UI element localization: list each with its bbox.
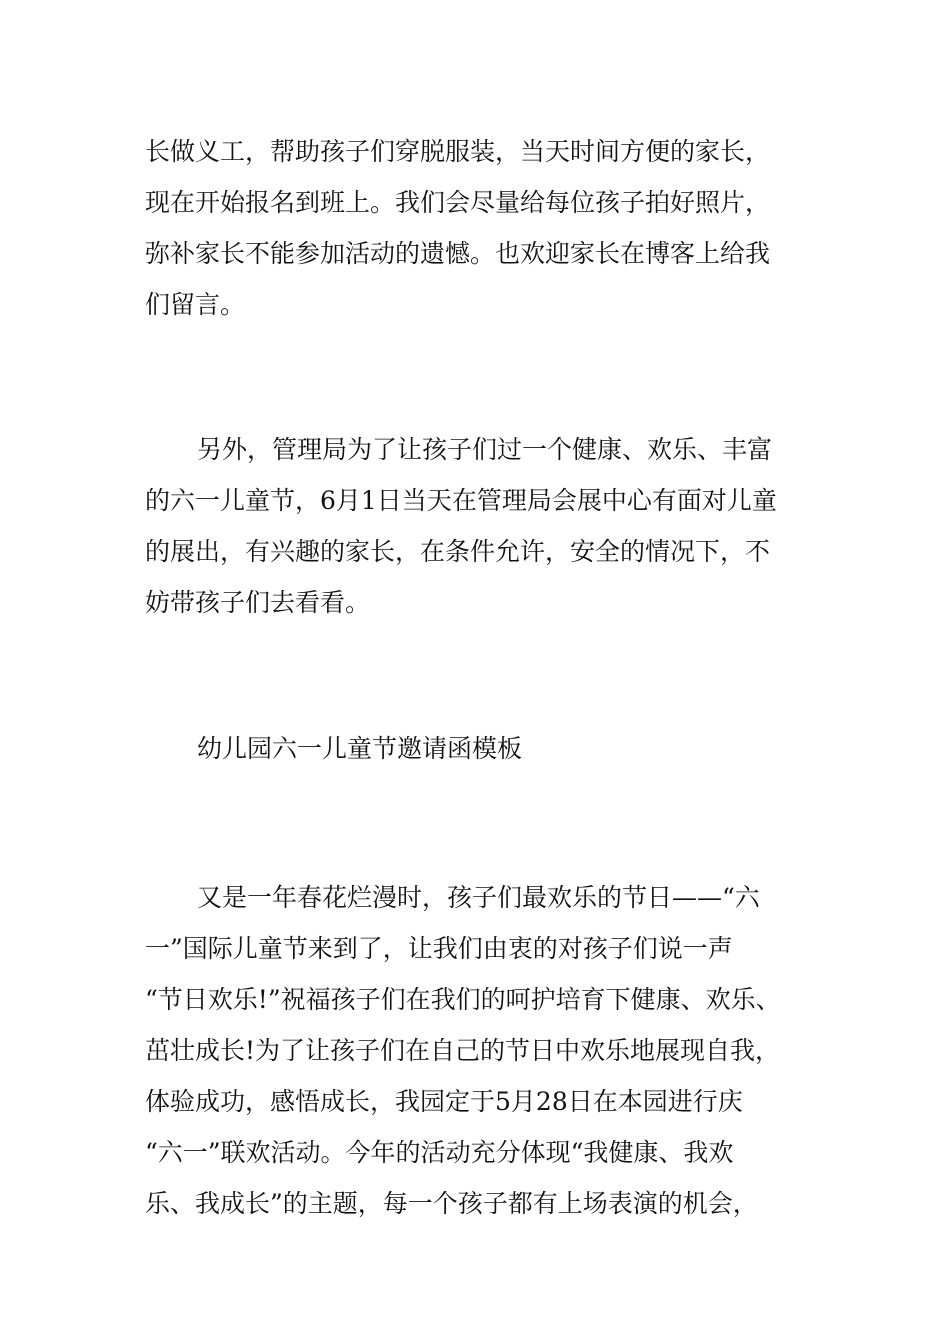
paragraph-line: 又是一年春花烂漫时，孩子们最欢乐的节日——“六 <box>197 883 760 912</box>
paragraph-line: “六一”联欢活动。今年的活动充分体现“我健康、我欢 <box>145 1138 734 1167</box>
paragraph-line: 乐、我成长”的主题，每一个孩子都有上场表演的机会， <box>145 1189 758 1218</box>
paragraph-line: 茁壮成长!为了让孩子们在自己的节日中欢乐地展现自我， <box>145 1036 781 1065</box>
heading-text: 幼儿园六一儿童节邀请函模板 <box>197 734 523 763</box>
paragraph-invitation-body <box>145 872 825 1229</box>
paragraph-line: 长做义工，帮助孩子们穿脱服装，当天时间方便的家长， <box>145 137 771 166</box>
paragraph-line: 现在开始报名到班上。我们会尽量给每位孩子拍好照片， <box>145 188 771 217</box>
paragraph-line: 一”国际儿童节来到了，让我们由衷的对孩子们说一声 <box>145 934 733 963</box>
paragraph-line: “节日欢乐!”祝福孩子们在我们的呵护培育下健康、欢乐、 <box>145 985 781 1014</box>
section-heading <box>145 723 825 774</box>
paragraph-line: 妨带孩子们去看看。 <box>145 588 371 617</box>
paragraph-volunteer-signup <box>145 126 825 330</box>
paragraph-line: 们留言。 <box>145 290 246 319</box>
paragraph-exhibition-notice <box>145 424 825 628</box>
paragraph-line: 的六一儿童节，6月1日当天在管理局会展中心有面对儿童 <box>145 486 777 515</box>
paragraph-line: 另外，管理局为了让孩子们过一个健康、欢乐、丰富 <box>197 435 773 464</box>
paragraph-line: 体验成功，感悟成长，我园定于5月28日在本园进行庆 <box>145 1087 743 1116</box>
paragraph-line: 的展出，有兴趣的家长，在条件允许，安全的情况下，不 <box>145 537 771 566</box>
paragraph-line: 弥补家长不能参加活动的遗憾。也欢迎家长在博客上给我 <box>145 239 771 268</box>
